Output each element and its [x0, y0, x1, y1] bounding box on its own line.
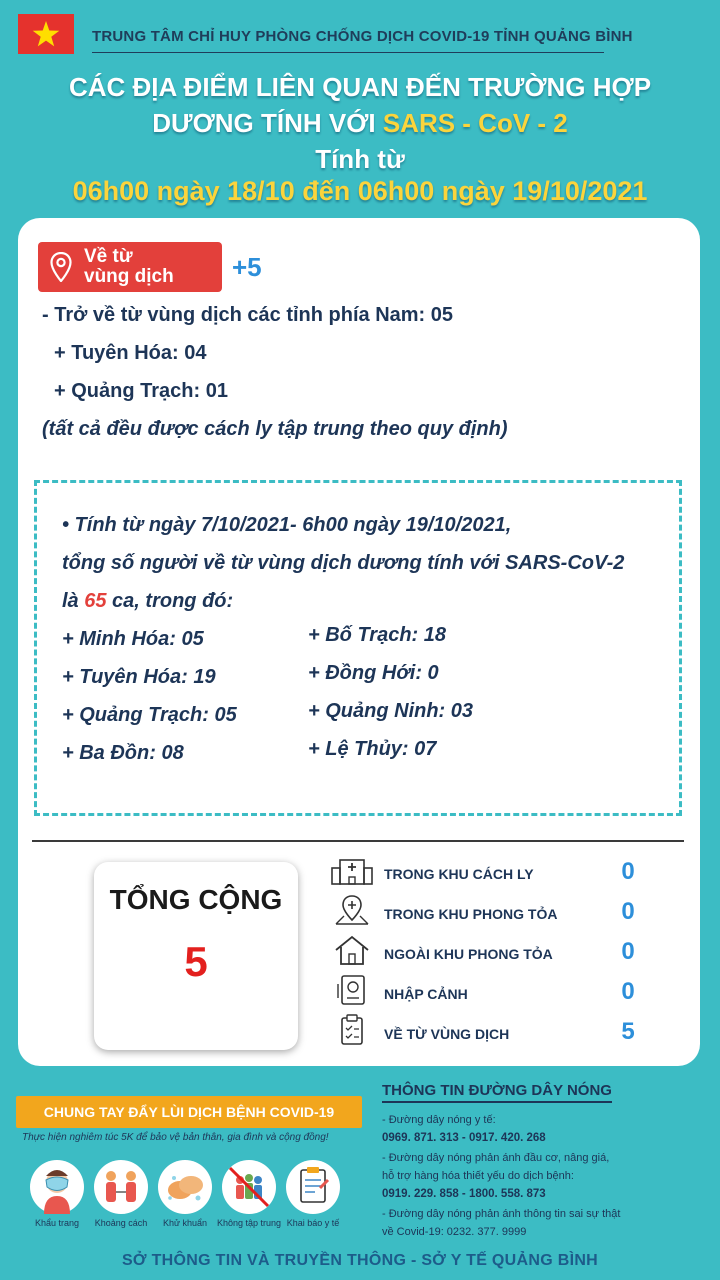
stat-value: 0: [621, 938, 635, 965]
hotline-title: THÔNG TIN ĐƯỜNG DÂY NÓNG: [382, 1082, 612, 1103]
lockdown-pin-icon: [330, 894, 374, 926]
icon-label: Không tập trung: [216, 1218, 282, 1228]
health-declaration-icon: [286, 1160, 340, 1214]
title-line-1: CÁC ĐỊA ĐIỂM LIÊN QUAN ĐẾN TRƯỜNG HỢP: [68, 72, 652, 102]
icon-label: Khử khuẩn: [162, 1218, 208, 1228]
district-item: + Quảng Ninh: 03: [308, 700, 474, 722]
district-item: + Tuyên Hóa: 19: [62, 666, 216, 688]
stat-value: 0: [621, 898, 635, 925]
divider: [92, 52, 604, 53]
hotline-text: hỗ trợ hàng hóa thiết yếu do dịch bệnh:: [382, 1170, 574, 1182]
summary-line-1: • Tính từ ngày 7/10/2021- 6h00 ngày 19/10/2021,: [62, 514, 512, 536]
summary-suffix: ca, trong đó:: [106, 590, 234, 612]
title-prefix: DƯƠNG TÍNH VỚI: [152, 108, 383, 138]
vietnam-flag-icon: [18, 14, 74, 54]
icon-label: Khoảng cách: [94, 1218, 148, 1228]
total-box: [94, 862, 298, 1050]
stat-value: 5: [621, 1018, 635, 1045]
detail-line: - Trở về từ vùng dịch các tỉnh phía Nam: 05: [42, 304, 454, 326]
date-range: 06h00 ngày 18/10 đến 06h00 ngày 19/10/2021: [72, 176, 648, 206]
main-card: [18, 218, 700, 1066]
district-item: + Quảng Trạch: 05: [62, 704, 237, 726]
tag-line-2: vùng dịch: [84, 266, 174, 287]
total-label: TỔNG CỘNG: [109, 884, 283, 915]
footer-agencies: SỞ THÔNG TIN VÀ TRUYỀN THÔNG - SỞ Y TẾ QUẢNG BÌNH: [121, 1252, 599, 1269]
stat-label: NGOÀI KHU PHONG TỎA: [384, 946, 553, 962]
summary-total: 65: [84, 590, 107, 612]
hotline-text: - Đường dây nóng phản ánh thông tin sai sự thật: [382, 1208, 621, 1220]
hotline-text: - Đường dây nóng y tế:: [382, 1114, 496, 1126]
tag-line-1: Về từ: [84, 246, 133, 267]
hotline-text: - Đường dây nóng phản ánh đầu cơ, nâng giá,: [382, 1152, 610, 1164]
summary-line-3: [62, 590, 233, 613]
sanitize-icon: [158, 1160, 212, 1214]
category-tag: [38, 242, 222, 292]
clipboard-icon: [330, 1014, 374, 1046]
stat-value: 0: [621, 858, 635, 885]
section-divider: [32, 840, 684, 842]
no-gathering-icon: [222, 1160, 276, 1214]
district-item: + Lệ Thủy: 07: [308, 738, 437, 760]
category-count: +5: [232, 252, 262, 282]
campaign-slogan: Thực hiện nghiêm túc 5K để bảo vệ bản thân, gia đình và cộng đồng!: [22, 1132, 329, 1143]
hotline-number: 0969. 871. 313 - 0917. 420. 268: [382, 1132, 546, 1144]
hotline-number: 0919. 229. 858 - 1800. 558. 873: [382, 1188, 546, 1200]
mask-icon: [30, 1160, 84, 1214]
house-icon: [330, 934, 374, 966]
location-pin-icon: [50, 252, 72, 282]
stat-value: 0: [621, 978, 635, 1005]
summary-prefix: là: [62, 590, 85, 612]
stat-label: TRONG KHU CÁCH LY: [384, 866, 534, 882]
stat-label: VỀ TỪ VÙNG DỊCH: [384, 1026, 510, 1042]
campaign-banner: CHUNG TAY ĐẨY LÙI DỊCH BỆNH COVID-19: [16, 1096, 362, 1128]
passport-icon: [330, 974, 374, 1006]
detail-line: + Tuyên Hóa: 04: [54, 342, 207, 364]
hospital-icon: [330, 854, 374, 886]
organization-name: TRUNG TÂM CHỈ HUY PHÒNG CHỐNG DỊCH COVID-19 TỈNH QUẢNG BÌNH: [92, 28, 633, 45]
detail-note: (tất cả đều được cách ly tập trung theo quy định): [42, 418, 508, 440]
district-item: + Ba Đồn: 08: [62, 742, 184, 764]
stat-label: TRONG KHU PHONG TỎA: [384, 906, 558, 922]
title-line-3: Tính từ: [315, 144, 405, 174]
summary-line-2: tổng số người về từ vùng dịch dương tính với SARS-CoV-2: [62, 552, 625, 574]
detail-line: + Quảng Trạch: 01: [54, 380, 228, 402]
icon-label: Khẩu trang: [34, 1218, 80, 1228]
title-sars: SARS - CoV - 2: [382, 108, 568, 138]
district-item: + Đồng Hới: 0: [308, 662, 439, 684]
distance-icon: [94, 1160, 148, 1214]
district-item: + Bố Trạch: 18: [308, 624, 447, 646]
district-item: + Minh Hóa: 05: [62, 628, 204, 650]
hotline-text: về Covid-19: 0232. 377. 9999: [382, 1226, 527, 1238]
stat-label: NHẬP CẢNH: [384, 986, 468, 1002]
title-line-2: [0, 108, 720, 139]
icon-label: Khai báo y tế: [286, 1218, 340, 1228]
total-value: 5: [184, 938, 208, 985]
category-tag-label: [84, 247, 174, 287]
